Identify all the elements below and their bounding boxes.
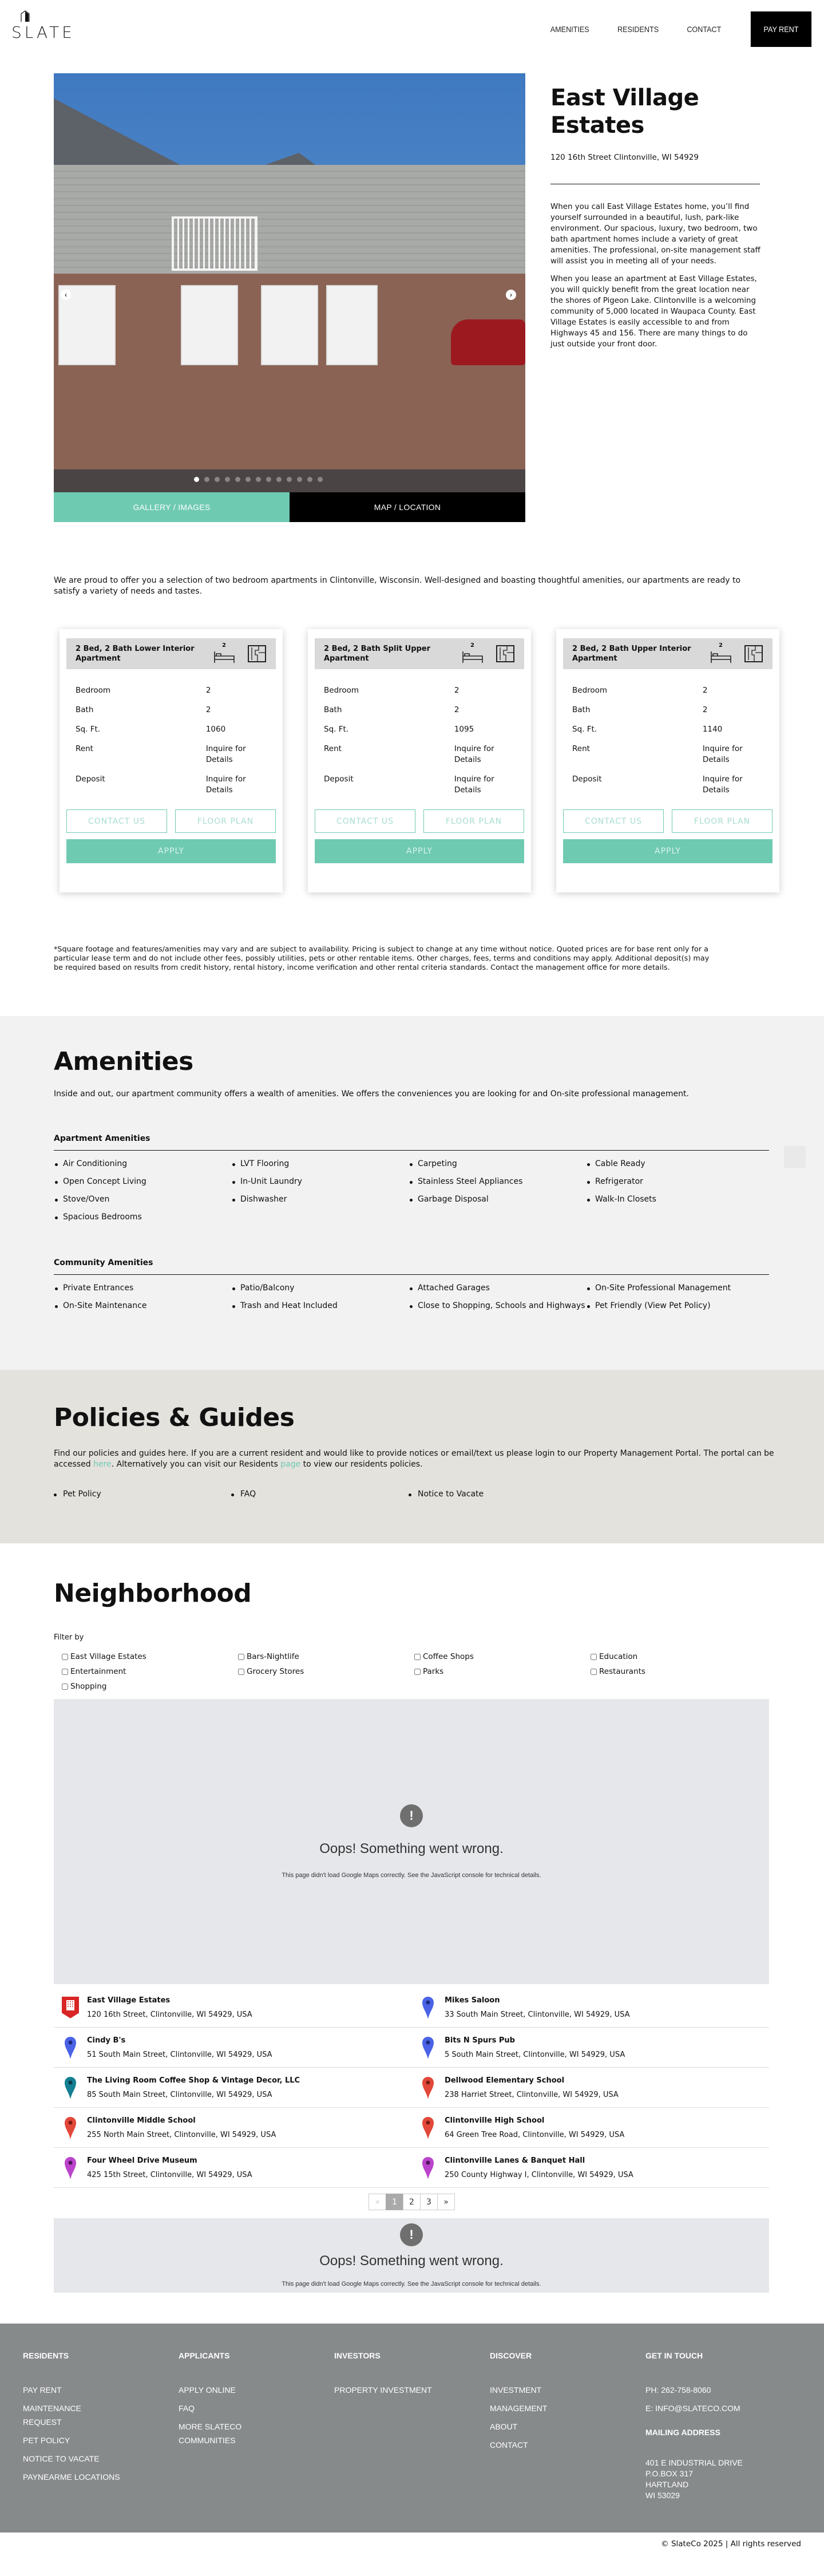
place-item[interactable]: Mikes Saloon 33 South Main Street, Clintonville, WI 54929, USA: [411, 1988, 769, 2028]
site-header: [0, 0, 824, 69]
filter-checkbox[interactable]: [591, 1653, 597, 1661]
gallery-photo[interactable]: [54, 73, 525, 492]
filter-checkbox[interactable]: [62, 1668, 68, 1676]
policies-description: Find our policies and guides here. If you are a current resident and would like to provide notices or email/text us please login to our Property Management Portal. The portal can be accessed here. Alternatively you can visit our Residents page to view our residents policies.: [54, 1449, 774, 1469]
place-item[interactable]: Dellwood Elementary School 238 Harriet Street, Clintonville, WI 54929, USA: [411, 2068, 769, 2108]
site-footer: [0, 2324, 824, 2532]
amenity-item: Carpeting: [409, 1155, 586, 1173]
amenity-item: On-Site Professional Management: [586, 1279, 763, 1297]
amenity-item: LVT Flooring: [231, 1155, 409, 1173]
footer-link[interactable]: MAINTENANCE REQUEST: [23, 2404, 81, 2427]
amenity-item: Open Concept Living: [54, 1173, 231, 1191]
place-item[interactable]: Four Wheel Drive Museum 425 15th Street, Clintonville, WI 54929, USA: [54, 2148, 411, 2188]
footer-email[interactable]: E: INFO@SLATECO.COM: [645, 2404, 740, 2413]
pagination: [54, 2194, 770, 2210]
footer-column-applicants: APPLICANTS APPLY ONLINE FAQ MORE SLATECO COMMUNITIES: [179, 2351, 334, 2532]
nav-amenities[interactable]: AMENITIES: [550, 25, 589, 34]
footer-phone[interactable]: PH: 262-758-8060: [645, 2385, 711, 2395]
footer-link[interactable]: ABOUT: [490, 2422, 518, 2431]
logo-text: SLATE: [11, 23, 75, 42]
spec-row: Bedroom 2: [572, 686, 708, 695]
place-item[interactable]: Cindy B's 51 South Main Street, Clintonville, WI 54929, USA: [54, 2028, 411, 2068]
slate-logo[interactable]: [11, 10, 75, 42]
unit-card: [556, 629, 779, 892]
residents-page-link[interactable]: page: [280, 1460, 301, 1469]
place-item[interactable]: Bits N Spurs Pub 5 South Main Street, Clintonville, WI 54929, USA: [411, 2028, 769, 2068]
gallery-tabs: [54, 492, 525, 522]
warning-icon: !: [400, 1804, 423, 1827]
places-list: [54, 1988, 770, 2188]
copyright: © SlateCo 2025 | All rights reserved: [661, 2539, 801, 2549]
pagination-page-3[interactable]: 3: [420, 2194, 438, 2210]
unit-title: 2 Bed, 2 Bath Upper Interior Apartment: [572, 645, 691, 663]
amenity-item: On-Site Maintenance: [54, 1297, 231, 1315]
community-amenities-list: [54, 1279, 770, 1315]
unit-title: 2 Bed, 2 Bath Lower Interior Apartment: [76, 645, 195, 663]
spec-row: Bedroom 2: [76, 686, 211, 695]
amenity-item: Garbage Disposal: [409, 1191, 586, 1208]
bed-icon: 2: [461, 643, 484, 664]
amenity-item: Refrigerator: [586, 1173, 763, 1191]
unit-card: [60, 629, 283, 892]
category-filters: [62, 1652, 770, 1691]
footer-link[interactable]: NOTICE TO VACATE: [23, 2454, 100, 2463]
carousel-dot[interactable]: [215, 477, 220, 482]
description-paragraph: When you lease an apartment at East Village Estates, you will quickly benefit from the great location near the shores of Pigeon Lake. Clintonville is a welcoming community of 5,000 located in Waupaca County. East Village Estates is easily accessible to and from Highways 45 and 156. There are many things to do just outside your front door.: [550, 275, 757, 349]
footer-link[interactable]: APPLY ONLINE: [179, 2385, 236, 2395]
chevron-up-icon[interactable]: ˆ: [784, 1146, 806, 1168]
amenity-item: Air Conditioning: [54, 1155, 231, 1173]
neighborhood-title: Neighborhood: [54, 1579, 252, 1608]
map-error-subtitle: This page didn't load Google Maps correctly. See the JavaScript console for technical details.: [282, 1872, 541, 1879]
tab-gallery-images[interactable]: GALLERY / IMAGES: [54, 492, 290, 522]
footer-link[interactable]: CONTACT: [490, 2440, 528, 2449]
map-pin-icon: [422, 1996, 434, 2020]
building-logo-icon: [21, 10, 30, 22]
spec-row: Bath 2: [324, 705, 459, 714]
map-error-subtitle: This page didn't load Google Maps correctly. See the JavaScript console for technical details.: [282, 2281, 541, 2287]
map-pin-icon: [64, 2116, 77, 2140]
pay-rent-button[interactable]: PAY RENT: [751, 11, 811, 47]
unit-card: [308, 629, 531, 892]
spec-row: Sq. Ft. 1060: [76, 725, 226, 734]
floor-plan-icon[interactable]: [247, 645, 267, 663]
spec-row: Bedroom 2: [324, 686, 459, 695]
spec-row: Rent Inquire for Details: [572, 744, 743, 764]
policies-list: [54, 1490, 770, 1499]
map-error-panel-secondary: [54, 2218, 769, 2293]
amenities-section: [0, 1016, 824, 1370]
map-pin-icon: [422, 2116, 434, 2140]
footer-link[interactable]: PET POLICY: [23, 2436, 70, 2445]
spec-row: Sq. Ft. 1140: [572, 725, 723, 734]
map-error-panel: [54, 1699, 769, 1984]
amenity-item: Stove/Oven: [54, 1191, 231, 1208]
spec-row: Deposit Inquire for Details: [572, 775, 743, 795]
spec-row: Rent Inquire for Details: [76, 744, 246, 764]
filter-education[interactable]: Education: [591, 1652, 767, 1661]
amenities-description: Inside and out, our apartment community offers a wealth of amenities. We offers the conveniences you are looking for and On-site professional management.: [54, 1089, 689, 1099]
contact-us-button[interactable]: CONTACT US: [315, 809, 415, 833]
contact-us-button[interactable]: CONTACT US: [66, 809, 167, 833]
carousel-dot[interactable]: [307, 477, 312, 482]
amenity-item: Dishwasher: [231, 1191, 409, 1208]
pricing-disclaimer: *Square footage and features/amenities may vary and are subject to availability. Pricing is subject to change at any time without notice. Quoted prices are for base rent only for a particular lease term and do not include other fees, possibly utilities, pets or other rentable items. Other charges, fees, terms and conditions may apply. Additional deposit(s) may be required based on results from credit history, rental history, income verification and other rental criteria standards. Contact the management office for more details.: [54, 945, 710, 972]
footer-link[interactable]: PAYNEARME LOCATIONS: [23, 2472, 120, 2482]
nav-contact[interactable]: CONTACT: [687, 25, 722, 34]
filter-east-village-estates[interactable]: East Village Estates: [62, 1652, 238, 1661]
property-address: 120 16th Street Clintonville, WI 54929: [550, 153, 699, 162]
place-item[interactable]: Clintonville High School 64 Green Tree Road, Clintonville, WI 54929, USA: [411, 2108, 769, 2148]
floor-plan-button[interactable]: FLOOR PLAN: [672, 809, 772, 833]
filter-checkbox[interactable]: [62, 1653, 68, 1661]
filter-shopping[interactable]: Shopping: [62, 1682, 238, 1691]
unit-title: 2 Bed, 2 Bath Split Upper Apartment: [324, 645, 431, 663]
filter-checkbox[interactable]: [414, 1668, 421, 1676]
unit-cards: [0, 597, 824, 892]
bed-icon: 2: [710, 643, 732, 664]
policy-link-faq[interactable]: FAQ: [231, 1490, 409, 1499]
amenity-item: Stainless Steel Appliances: [409, 1173, 586, 1191]
floor-plan-icon[interactable]: [496, 645, 515, 663]
filter-coffee-shops[interactable]: Coffee Shops: [414, 1652, 591, 1661]
filter-label: Filter by: [54, 1633, 84, 1642]
filter-parks[interactable]: Parks: [414, 1667, 591, 1676]
apply-button[interactable]: APPLY: [315, 839, 524, 863]
property-title: East Village Estates: [550, 85, 699, 139]
map-pin-icon: [64, 2076, 77, 2100]
footer-column-investors: INVESTORS PROPERTY INVESTMENT: [334, 2351, 490, 2532]
intro-text: We are proud to offer you a selection of two bedroom apartments in Clintonville, Wisconsin. Well-designed and boasting thoughtful amenities, our apartments are ready to satisfy a variety of needs and tastes.: [54, 576, 741, 596]
main-nav: [524, 11, 815, 47]
amenity-item: In-Unit Laundry: [231, 1173, 409, 1191]
place-item[interactable]: The Living Room Coffee Shop & Vintage Decor, LLC 85 South Main Street, Clintonville, WI 54929, USA: [54, 2068, 411, 2108]
spec-row: Sq. Ft. 1095: [324, 725, 474, 734]
footer-link[interactable]: PROPERTY INVESTMENT: [334, 2385, 432, 2395]
policies-section: [0, 1370, 824, 1543]
spec-row: Bath 2: [572, 705, 708, 714]
pagination-page-1[interactable]: 1: [386, 2194, 403, 2210]
amenity-item: Trash and Heat Included: [231, 1297, 409, 1315]
contact-us-button[interactable]: CONTACT US: [563, 809, 664, 833]
unit-card-header: [66, 638, 276, 669]
property-info: [550, 84, 763, 357]
amenities-title: Amenities: [54, 1047, 193, 1076]
policy-link-notice-to-vacate[interactable]: Notice to Vacate: [409, 1490, 586, 1499]
map-pin-icon: [422, 2156, 434, 2180]
footer-link[interactable]: PAY RENT: [23, 2385, 62, 2395]
amenity-item: Attached Garages: [409, 1279, 586, 1297]
amenity-item: Private Entrances: [54, 1279, 231, 1297]
footer-link[interactable]: INVESTMENT: [490, 2385, 542, 2395]
filter-grocery-stores[interactable]: Grocery Stores: [238, 1667, 414, 1676]
apply-button[interactable]: APPLY: [563, 839, 772, 863]
carousel-dot[interactable]: [318, 477, 323, 482]
unit-card-header: [315, 638, 524, 669]
carousel-dot[interactable]: [276, 477, 282, 482]
amenity-item: Walk-In Closets: [586, 1191, 763, 1208]
place-item[interactable]: Clintonville Middle School 255 North Main Street, Clintonville, WI 54929, USA: [54, 2108, 411, 2148]
tab-map-location[interactable]: MAP / LOCATION: [290, 492, 525, 522]
map-pin-icon: [64, 2036, 77, 2060]
portal-here-link[interactable]: here: [93, 1460, 112, 1469]
apartment-amenities-heading: Apartment Amenities: [54, 1134, 769, 1151]
carousel-dot[interactable]: [266, 477, 271, 482]
floor-plan-button[interactable]: FLOOR PLAN: [423, 809, 524, 833]
amenity-item: Spacious Bedrooms: [54, 1208, 231, 1226]
nav-residents[interactable]: RESIDENTS: [617, 25, 659, 34]
carousel-dot[interactable]: [256, 477, 261, 482]
carousel-dot[interactable]: [245, 477, 251, 482]
spec-row: Deposit Inquire for Details: [76, 775, 246, 795]
footer-link[interactable]: MANAGEMENT: [490, 2404, 548, 2413]
pagination-prev[interactable]: «: [369, 2194, 386, 2210]
neighborhood-section: [0, 1543, 824, 2293]
filter-checkbox[interactable]: [591, 1668, 597, 1676]
filter-checkbox[interactable]: [62, 1683, 68, 1690]
floor-plan-button[interactable]: FLOOR PLAN: [175, 809, 276, 833]
map-error-title: Oops! Something went wrong.: [319, 1841, 504, 1856]
carousel-dot[interactable]: [297, 477, 302, 482]
filter-checkbox[interactable]: [414, 1653, 421, 1661]
carousel-dots: [54, 477, 525, 482]
carousel-dot[interactable]: [204, 477, 209, 482]
pagination-page-2[interactable]: 2: [403, 2194, 421, 2210]
spec-row: Rent Inquire for Details: [324, 744, 494, 764]
amenity-item: Close to Shopping, Schools and Highways: [409, 1297, 586, 1315]
spec-row: Bath 2: [76, 705, 211, 714]
floor-plan-icon[interactable]: [744, 645, 763, 663]
filter-bars-nightlife[interactable]: Bars-Nightlife: [238, 1652, 414, 1661]
policy-link-pet-policy[interactable]: Pet Policy: [54, 1490, 231, 1499]
filter-restaurants[interactable]: Restaurants: [591, 1667, 767, 1676]
unit-card-header: [563, 638, 772, 669]
filter-checkbox[interactable]: [238, 1653, 244, 1661]
mailing-address-heading: MAILING ADDRESS: [645, 2428, 720, 2437]
footer-link[interactable]: FAQ: [179, 2404, 195, 2413]
carousel-dot[interactable]: [225, 477, 230, 482]
policies-title: Policies & Guides: [54, 1403, 295, 1432]
warning-icon: !: [400, 2223, 423, 2246]
apartment-amenities-list: [54, 1155, 770, 1226]
place-item[interactable]: East Village Estates 120 16th Street, Clintonville, WI 54929, USA: [54, 1988, 411, 2028]
spec-row: Deposit Inquire for Details: [324, 775, 494, 795]
pagination-next[interactable]: »: [437, 2194, 455, 2210]
filter-checkbox[interactable]: [238, 1668, 244, 1676]
car: [451, 319, 525, 365]
footer-column-contact: GET IN TOUCH PH: 262-758-8060 E: INFO@SLATECO.COM MAILING ADDRESS 401 E INDUSTRIAL DRIVE P.O.BOX 317 HARTLAND WI 53029: [645, 2351, 801, 2532]
footer-column-residents: RESIDENTS PAY RENT MAINTENANCE REQUEST PET POLICY NOTICE TO VACATE PAYNEARME LOCATIONS: [23, 2351, 179, 2532]
map-error-title: Oops! Something went wrong.: [319, 2253, 504, 2269]
map-pin-icon: [422, 2036, 434, 2060]
image-gallery: [54, 73, 525, 538]
chevron-left-icon[interactable]: ‹: [61, 290, 71, 300]
description-paragraph: When you call East Village Estates home, you’ll find yourself surrounded in a beautiful, lush, park-like environment. Our spacious, luxury, two bedroom, two bath apartment homes include a variety of great amenities. The professional, on-site management staff will assist you in meeting all of your needs.: [550, 203, 760, 266]
amenity-item: Patio/Balcony: [231, 1279, 409, 1297]
place-item[interactable]: Clintonville Lanes & Banquet Hall 250 County Highway I, Clintonville, WI 54929, USA: [411, 2148, 769, 2188]
amenity-item[interactable]: Pet Friendly (View Pet Policy): [586, 1297, 763, 1315]
filter-entertainment[interactable]: Entertainment: [62, 1667, 238, 1676]
map-pin-icon: [422, 2076, 434, 2100]
carousel-dot[interactable]: [194, 477, 199, 482]
footer-column-discover: DISCOVER INVESTMENT MANAGEMENT ABOUT CONTACT: [490, 2351, 645, 2532]
building-marker-icon: [60, 1994, 81, 2021]
carousel-dot[interactable]: [235, 477, 240, 482]
footer-link[interactable]: MORE SLATECO COMMUNITIES: [179, 2422, 242, 2445]
map-pin-icon: [64, 2156, 77, 2180]
mailing-address: 401 E INDUSTRIAL DRIVE P.O.BOX 317 HARTLAND WI 53029: [645, 2458, 743, 2500]
chevron-right-icon[interactable]: ›: [506, 290, 516, 300]
amenity-item: Cable Ready: [586, 1155, 763, 1173]
carousel-dot[interactable]: [287, 477, 292, 482]
community-amenities-heading: Community Amenities: [54, 1258, 769, 1275]
bed-icon: 2: [213, 643, 236, 664]
apply-button[interactable]: APPLY: [66, 839, 276, 863]
